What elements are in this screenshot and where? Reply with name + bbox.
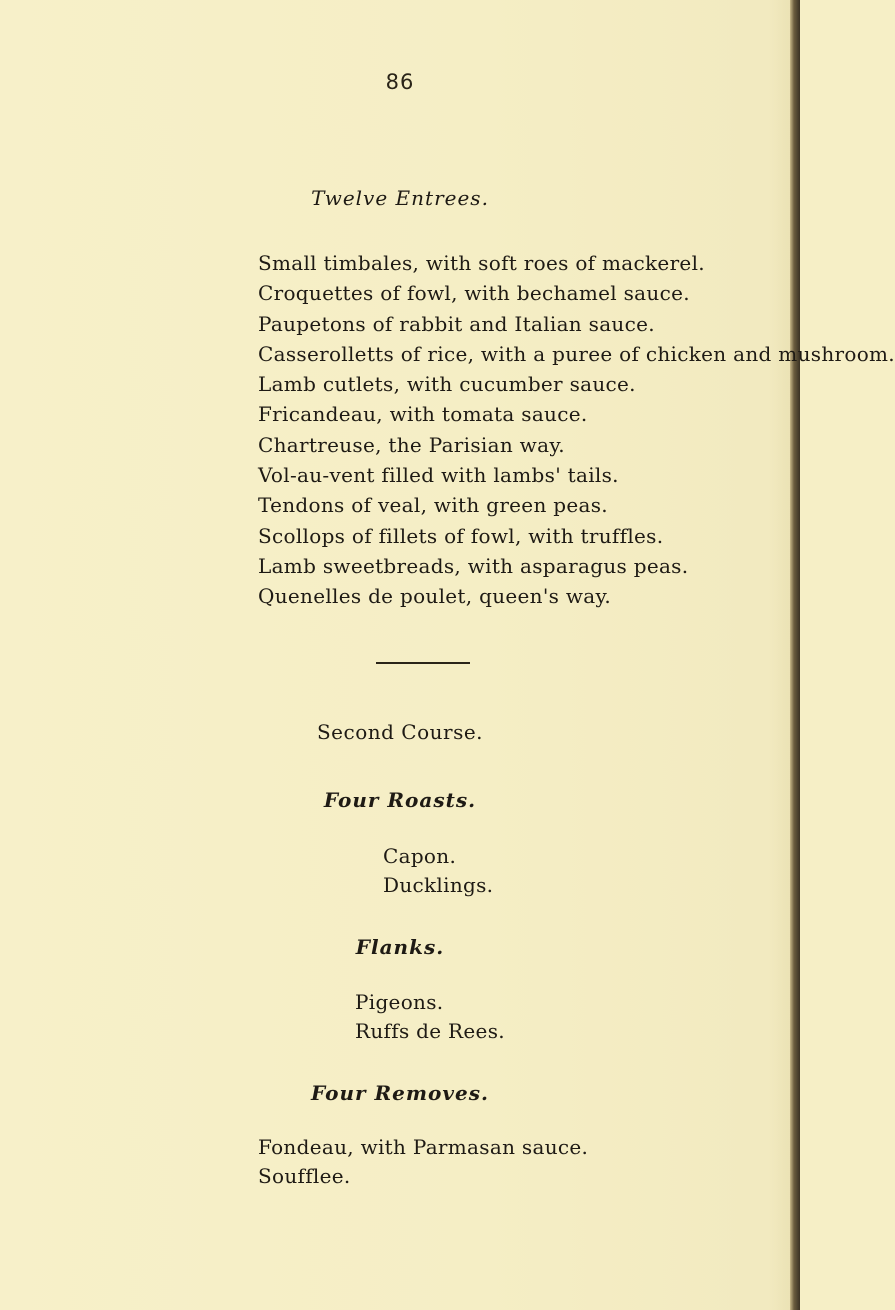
list-item: Croquettes of fowl, with bechamel sauce. — [258, 281, 690, 306]
section-divider — [376, 662, 470, 664]
list-item: Paupetons of rabbit and Italian sauce. — [258, 311, 655, 336]
list-item: Ruffs de Rees. — [355, 1019, 505, 1043]
flanks-list — [355, 988, 505, 1046]
list-item: Chartreuse, the Parisian way. — [258, 432, 565, 457]
list-item: Tendons of veal, with green peas. — [258, 493, 608, 518]
removes-list — [258, 1133, 588, 1191]
list-item: Lamb sweetbreads, with asparagus peas. — [258, 553, 689, 578]
flanks-heading: Flanks. — [355, 935, 445, 959]
list-item: Lamb cutlets, with cucumber sauce. — [258, 372, 636, 397]
roasts-heading: Four Roasts. — [323, 788, 477, 812]
list-item: Pigeons. — [355, 990, 444, 1014]
list-item: Small timbales, with soft roes of mackerel. — [258, 251, 705, 275]
list-item: Fondeau, with Parmasan sauce. — [258, 1135, 589, 1159]
list-item: Quenelles de poulet, queen's way. — [258, 584, 612, 609]
list-item: Vol-au-vent filled with lambs' tails. — [258, 463, 619, 488]
list-item: Capon. — [383, 844, 457, 868]
page-number: 86 — [385, 70, 415, 94]
list-item: Ducklings. — [383, 873, 494, 897]
list-item: Scollops of fillets of fowl, with truffles. — [258, 523, 664, 548]
entrees-list — [258, 248, 895, 612]
entrees-heading: Twelve Entrees. — [311, 186, 489, 210]
list-item: Casserolletts of rice, with a puree of chicken and mushroom. — [258, 341, 895, 366]
removes-heading: Four Removes. — [311, 1081, 489, 1105]
list-item: Fricandeau, with tomata sauce. — [258, 402, 588, 427]
list-item: Soufflee. — [258, 1164, 351, 1188]
second-course-heading: Second Course. — [316, 720, 484, 744]
roasts-list — [383, 842, 493, 900]
